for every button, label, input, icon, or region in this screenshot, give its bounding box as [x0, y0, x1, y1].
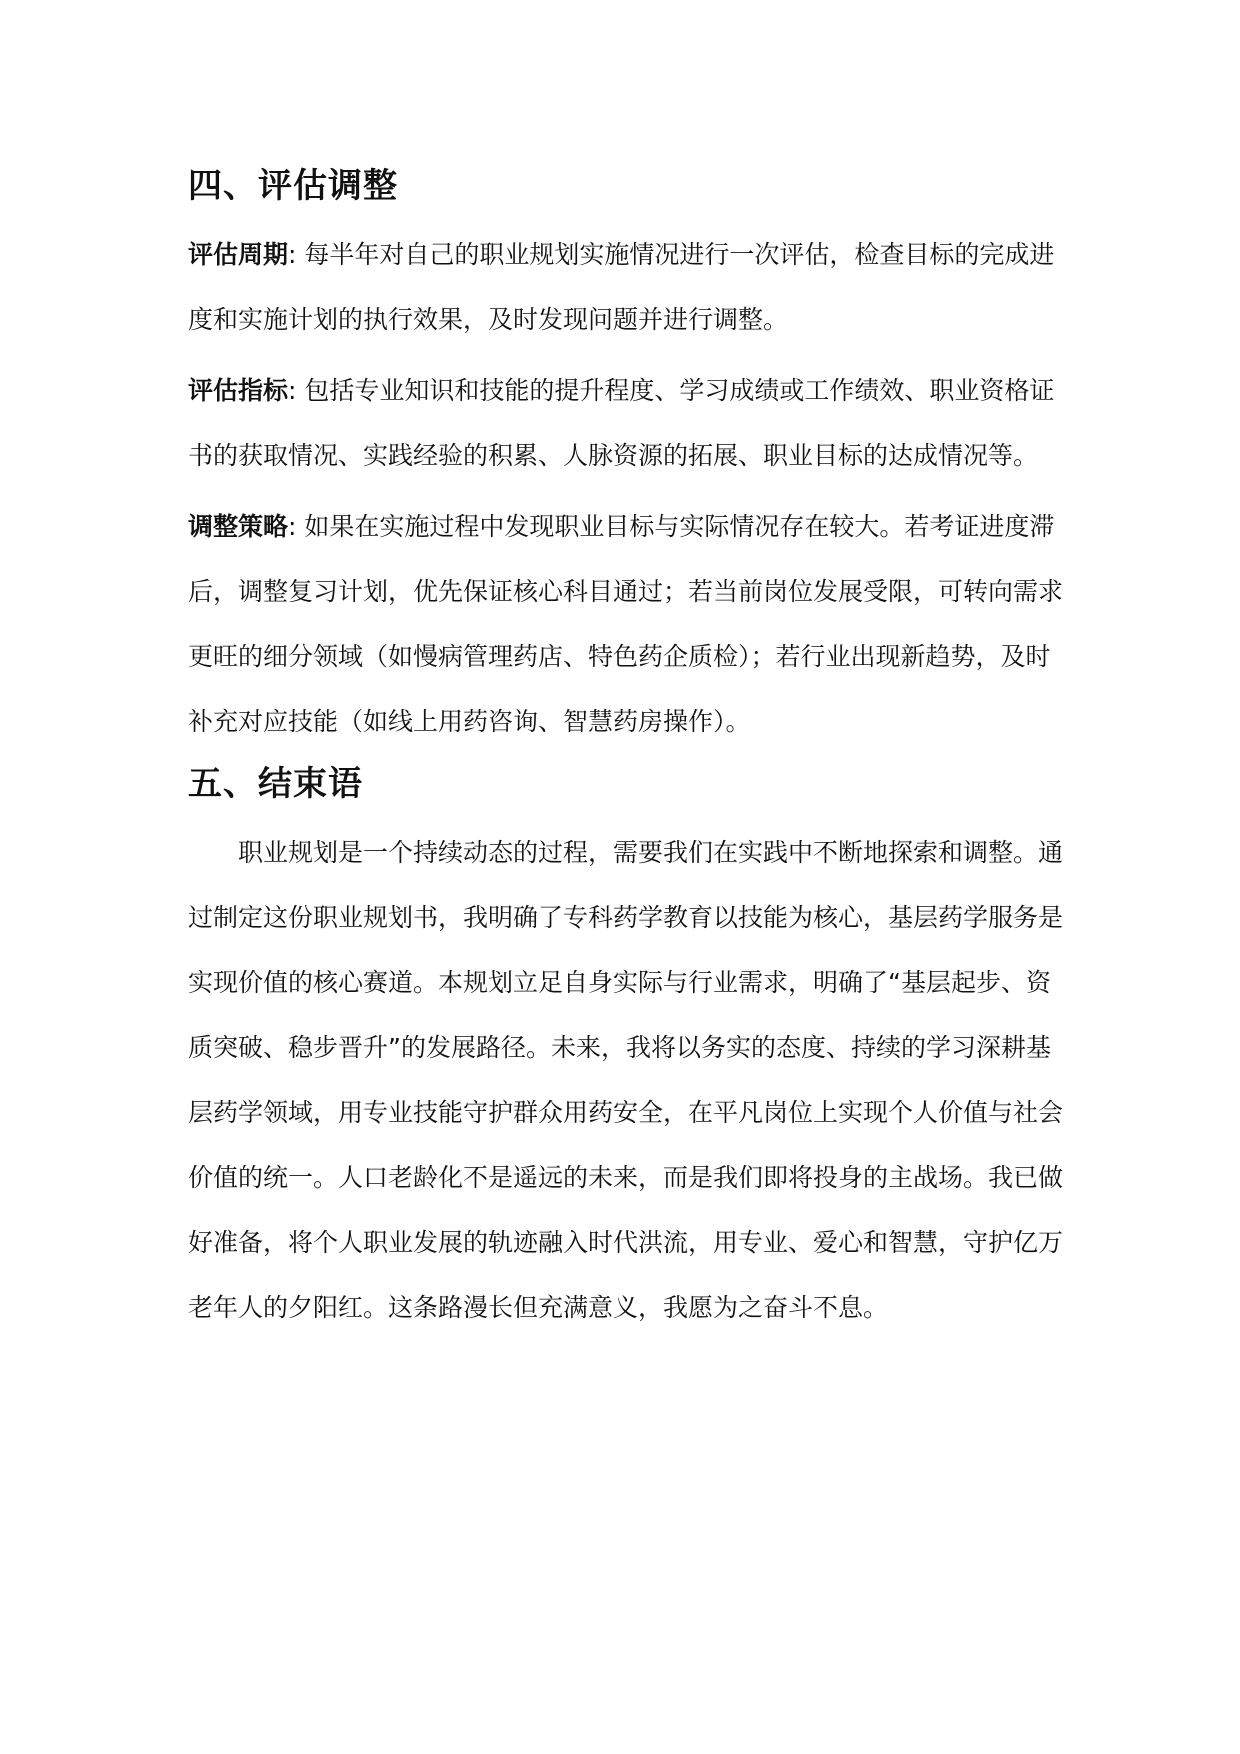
term-evaluation-cycle: 评估周期 [188, 240, 289, 269]
paragraph-evaluation-cycle [188, 222, 1068, 352]
section-heading-evaluation: 四、评估调整 [188, 166, 398, 206]
paragraph-evaluation-indicators [188, 358, 1068, 488]
term-colon: : [288, 240, 297, 269]
paragraph-text: 如果在实施过程中发现职业目标与实际情况存在较大。若考证进度滞后，调整复习计划，优先保证核心科目通过；若当前岗位发展受限，可转向需求更旺的细分领域（如慢病管理药店、特色药企质检）；若行业出现新趋势，及时补充对应技能（如线上用药咨询、智慧药房操作）。 [188, 512, 1064, 736]
section-heading-conclusion: 五、结束语 [188, 764, 363, 804]
paragraph-text: 包括专业知识和技能的提升程度、学习成绩或工作绩效、职业资格证书的获取情况、实践经验的积累、人脉资源的拓展、职业目标的达成情况等。 [188, 376, 1055, 470]
paragraph-text: 每半年对自己的职业规划实施情况进行一次评估，检查目标的完成进度和实施计划的执行效果，及时发现问题并进行调整。 [188, 240, 1055, 334]
term-colon: : [288, 376, 297, 405]
term-colon: : [288, 512, 297, 541]
term-evaluation-indicators: 评估指标 [188, 376, 289, 405]
term-adjustment-strategy: 调整策略 [188, 512, 289, 541]
document-page [188, 162, 1068, 1346]
paragraph-conclusion: 职业规划是一个持续动态的过程，需要我们在实践中不断地探索和调整。通过制定这份职业规划书，我明确了专科药学教育以技能为核心，基层药学服务是实现价值的核心赛道。本规划立足自身实际与行业需求，明确了“基层起步、资质突破、稳步晋升”的发展路径。未来，我将以务实的态度、持续的学习深耕基层药学领域，用专业技能守护群众用药安全，在平凡岗位上实现个人价值与社会价值的统一。人口老龄化不是遥远的未来，而是我们即将投身的主战场。我已做好准备，将个人职业发展的轨迹融入时代洪流，用专业、爱心和智慧，守护亿万老年人的夕阳红。这条路漫长但充满意义，我愿为之奋斗不息。 [188, 838, 1064, 1322]
paragraph-adjustment-strategy [188, 494, 1068, 754]
